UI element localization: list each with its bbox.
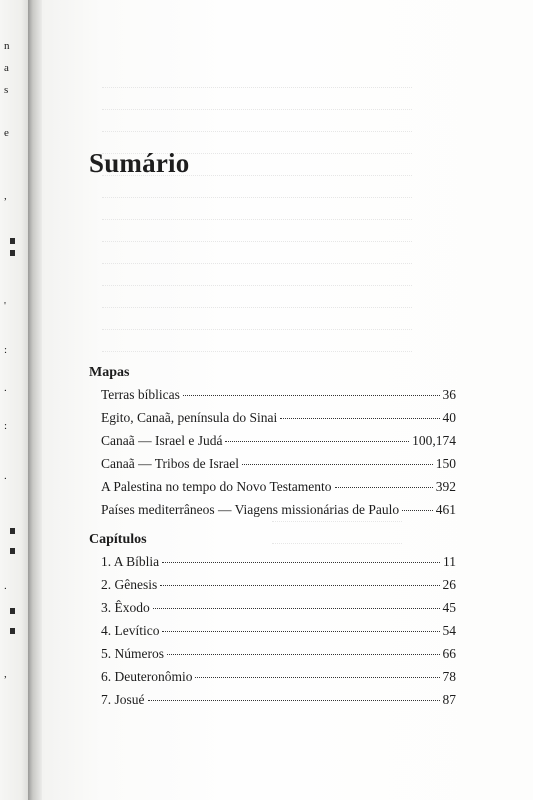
ghost-line: [102, 240, 412, 242]
text-fragment: ,: [4, 190, 7, 202]
entry-label: 1. A Bíblia: [101, 554, 160, 569]
ghost-line: [102, 350, 412, 352]
entry-label: 5. Números: [101, 646, 164, 661]
ghost-line: [102, 108, 412, 110]
entry-label: Canaã — Tribos de Israel: [101, 456, 239, 471]
chapter-entry: [101, 669, 456, 687]
text-fragment: n: [4, 40, 10, 52]
text-fragment: ,: [4, 668, 7, 680]
entry-page: 150: [435, 456, 456, 471]
entry-label: Países mediterrâneos — Viagens missionárias de Paulo: [101, 502, 400, 517]
chapter-entry: [101, 600, 456, 618]
text-fragment: [10, 608, 15, 614]
text-fragment: e: [4, 127, 9, 139]
book-spine-shadow: [28, 0, 42, 800]
ghost-line: [272, 520, 402, 522]
map-entry: [101, 502, 456, 520]
text-fragment: [10, 528, 15, 534]
ghost-line: [102, 328, 412, 330]
text-fragment: [10, 250, 15, 256]
page-title: Sumário: [89, 148, 190, 178]
entry-label: 4. Levítico: [101, 623, 160, 638]
text-fragment: [10, 548, 15, 554]
entry-page: 461: [435, 502, 456, 517]
ghost-line: [102, 262, 412, 264]
ghost-line: [102, 218, 412, 220]
chapter-entry: [101, 623, 456, 641]
entry-page: 40: [442, 410, 456, 425]
contents-page: [42, 0, 533, 800]
entry-label: 7. Josué: [101, 692, 145, 707]
ghost-line: [102, 284, 412, 286]
previous-page-edge: [0, 0, 30, 800]
entry-label: 6. Deuteronômio: [101, 669, 193, 684]
text-fragment: :: [4, 420, 8, 432]
dot-leader: [280, 408, 439, 419]
entry-page: 36: [442, 387, 456, 402]
entry-label: 2. Gênesis: [101, 577, 158, 592]
chapter-entry: [101, 577, 456, 595]
dot-leader: [162, 552, 440, 563]
entry-page: 26: [442, 577, 456, 592]
entry-label: 3. Êxodo: [101, 600, 150, 615]
entry-page: 54: [442, 623, 456, 638]
dot-leader: [162, 621, 439, 632]
map-entry: [101, 410, 456, 428]
entry-label: Terras bíblicas: [101, 387, 180, 402]
dot-leader: [402, 500, 433, 511]
entry-page: 45: [442, 600, 456, 615]
dot-leader: [160, 575, 439, 586]
text-fragment: s: [4, 84, 9, 96]
dot-leader: [183, 385, 440, 396]
ghost-line: [102, 306, 412, 308]
map-entry: [101, 387, 456, 405]
map-entry: [101, 433, 456, 451]
entry-page: 100,174: [412, 433, 456, 448]
ghost-line: [272, 542, 402, 544]
dot-leader: [195, 667, 439, 678]
text-fragment: .: [4, 580, 7, 592]
text-fragment: a: [4, 62, 9, 74]
entry-label: Egito, Canaã, península do Sinai: [101, 410, 278, 425]
maps-heading: Mapas: [89, 365, 130, 380]
text-fragment: ': [4, 300, 6, 312]
text-fragment: :: [4, 344, 8, 356]
dot-leader: [225, 431, 409, 442]
text-fragment: .: [4, 382, 7, 394]
dot-leader: [242, 454, 433, 465]
dot-leader: [153, 598, 440, 609]
ghost-line: [102, 130, 412, 132]
chapter-entry: [101, 554, 456, 572]
entry-label: Canaã — Israel e Judá: [101, 433, 223, 448]
entry-page: 78: [442, 669, 456, 684]
text-fragment: .: [4, 470, 7, 482]
entry-page: 11: [443, 554, 456, 569]
dot-leader: [335, 477, 433, 488]
map-entry: [101, 479, 456, 497]
chapter-entry: [101, 646, 456, 664]
chapter-entry: [101, 692, 456, 710]
entry-page: 66: [442, 646, 456, 661]
entry-label: A Palestina no tempo do Novo Testamento: [101, 479, 332, 494]
dot-leader: [167, 644, 440, 655]
entry-page: 87: [442, 692, 456, 707]
text-fragment: [10, 238, 15, 244]
entry-page: 392: [435, 479, 456, 494]
map-entry: [101, 456, 456, 474]
ghost-line: [102, 86, 412, 88]
dot-leader: [148, 690, 440, 701]
ghost-line: [102, 196, 412, 198]
chapters-heading: Capítulos: [89, 532, 147, 547]
text-fragment: [10, 628, 15, 634]
